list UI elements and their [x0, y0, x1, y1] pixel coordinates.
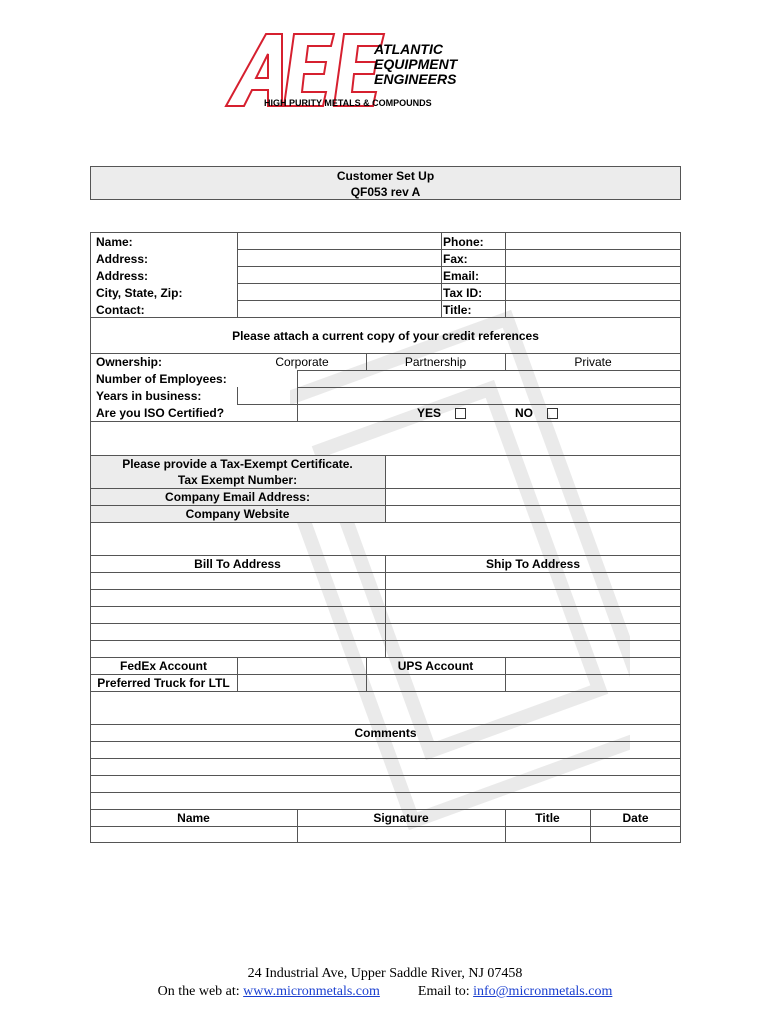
contact-field[interactable] — [238, 301, 441, 317]
fax-label: Fax: — [443, 252, 468, 266]
signoff-title-field[interactable] — [506, 827, 590, 842]
ups-account-label: UPS Account — [397, 659, 474, 673]
iso-yes-checkbox[interactable] — [455, 408, 466, 419]
address-label-2: Address: — [96, 269, 149, 283]
ownership-option-corporate[interactable]: Corporate — [275, 355, 329, 369]
logo-line1: ATLANTIC — [374, 41, 443, 57]
iso-yes-option[interactable] — [417, 405, 466, 421]
city-state-zip-label: City, State, Zip: — [96, 286, 183, 300]
address-field-1[interactable] — [238, 250, 441, 266]
email-label: Email: — [443, 269, 480, 283]
signoff-signature-heading: Signature — [373, 811, 429, 825]
name-label: Name: — [96, 235, 133, 249]
fax-field[interactable] — [506, 250, 680, 266]
tax-exempt-certificate-note: Please provide a Tax-Exempt Certificate. — [122, 457, 353, 471]
years-in-business-field[interactable] — [238, 388, 680, 404]
form-revision: QF053 rev A — [350, 185, 421, 199]
ownership-label: Ownership: — [96, 355, 163, 369]
iso-no-option[interactable] — [515, 405, 558, 421]
fedex-account-label: FedEx Account — [120, 659, 207, 673]
address-field-2[interactable] — [238, 267, 441, 283]
email-field[interactable] — [506, 267, 680, 283]
company-website-field[interactable] — [386, 506, 680, 522]
company-logo — [222, 30, 512, 112]
tax-exempt-number-field[interactable] — [386, 456, 680, 488]
ship-to-address-field[interactable] — [386, 573, 680, 657]
tax-id-label: Tax ID: — [443, 286, 483, 300]
preferred-truck-field[interactable] — [238, 675, 366, 691]
signoff-name-field[interactable] — [91, 827, 297, 842]
city-state-zip-field[interactable] — [238, 284, 441, 300]
tax-exempt-number-label: Tax Exempt Number: — [177, 473, 298, 487]
fedex-account-field[interactable] — [238, 658, 366, 674]
company-email-field[interactable] — [386, 489, 680, 505]
signoff-name-heading: Name — [177, 811, 210, 825]
form-title: Customer Set Up — [336, 169, 435, 183]
signoff-date-heading: Date — [622, 811, 649, 825]
footer-links — [0, 984, 770, 1000]
company-website-label: Company Website — [185, 507, 290, 521]
credit-references-note: Please attach a current copy of your credit references — [232, 329, 539, 343]
ship-to-address-heading: Ship To Address — [485, 557, 580, 571]
iso-certified-label: Are you ISO Certified? — [96, 406, 225, 420]
bill-to-address-heading: Bill To Address — [194, 557, 281, 571]
logo-tagline: HIGH PURITY METALS & COMPOUNDS — [264, 98, 432, 108]
signoff-date-field[interactable] — [591, 827, 680, 842]
address-label-1: Address: — [96, 252, 149, 266]
employees-field[interactable] — [298, 371, 680, 387]
employees-label: Number of Employees: — [96, 372, 227, 386]
signoff-signature-field[interactable] — [298, 827, 505, 842]
company-email-label: Company Email Address: — [165, 490, 310, 504]
tax-id-field[interactable] — [506, 284, 680, 300]
ownership-option-private[interactable]: Private — [574, 355, 612, 369]
preferred-truck-label: Preferred Truck for LTL — [97, 676, 230, 690]
iso-no-checkbox[interactable] — [547, 408, 558, 419]
logo-line3: ENGINEERS — [374, 71, 457, 87]
iso-no-label: NO — [515, 406, 533, 420]
name-field[interactable] — [238, 233, 441, 249]
ownership-option-partnership[interactable]: Partnership — [404, 355, 467, 369]
title-field[interactable] — [506, 301, 680, 317]
years-in-business-label: Years in business: — [96, 389, 202, 403]
title-label: Title: — [443, 303, 472, 317]
iso-yes-label: YES — [417, 406, 442, 420]
contact-label: Contact: — [96, 303, 145, 317]
signoff-title-heading: Title — [535, 811, 560, 825]
phone-field[interactable] — [506, 233, 680, 249]
website-link[interactable]: www.micronmetals.com — [243, 984, 380, 999]
bill-to-address-field[interactable] — [91, 573, 385, 657]
comments-heading: Comments — [354, 726, 417, 740]
phone-label: Phone: — [443, 235, 484, 249]
ups-account-field[interactable] — [506, 658, 680, 674]
email-link[interactable]: info@micronmetals.com — [473, 984, 613, 999]
footer-address: 24 Industrial Ave, Upper Saddle River, NJ 07458 — [247, 966, 523, 981]
comments-field[interactable] — [91, 742, 680, 809]
footer-web-label: On the web at: — [157, 984, 244, 999]
logo-line2: EQUIPMENT — [374, 56, 458, 72]
footer-email-label: Email to: — [417, 984, 474, 999]
